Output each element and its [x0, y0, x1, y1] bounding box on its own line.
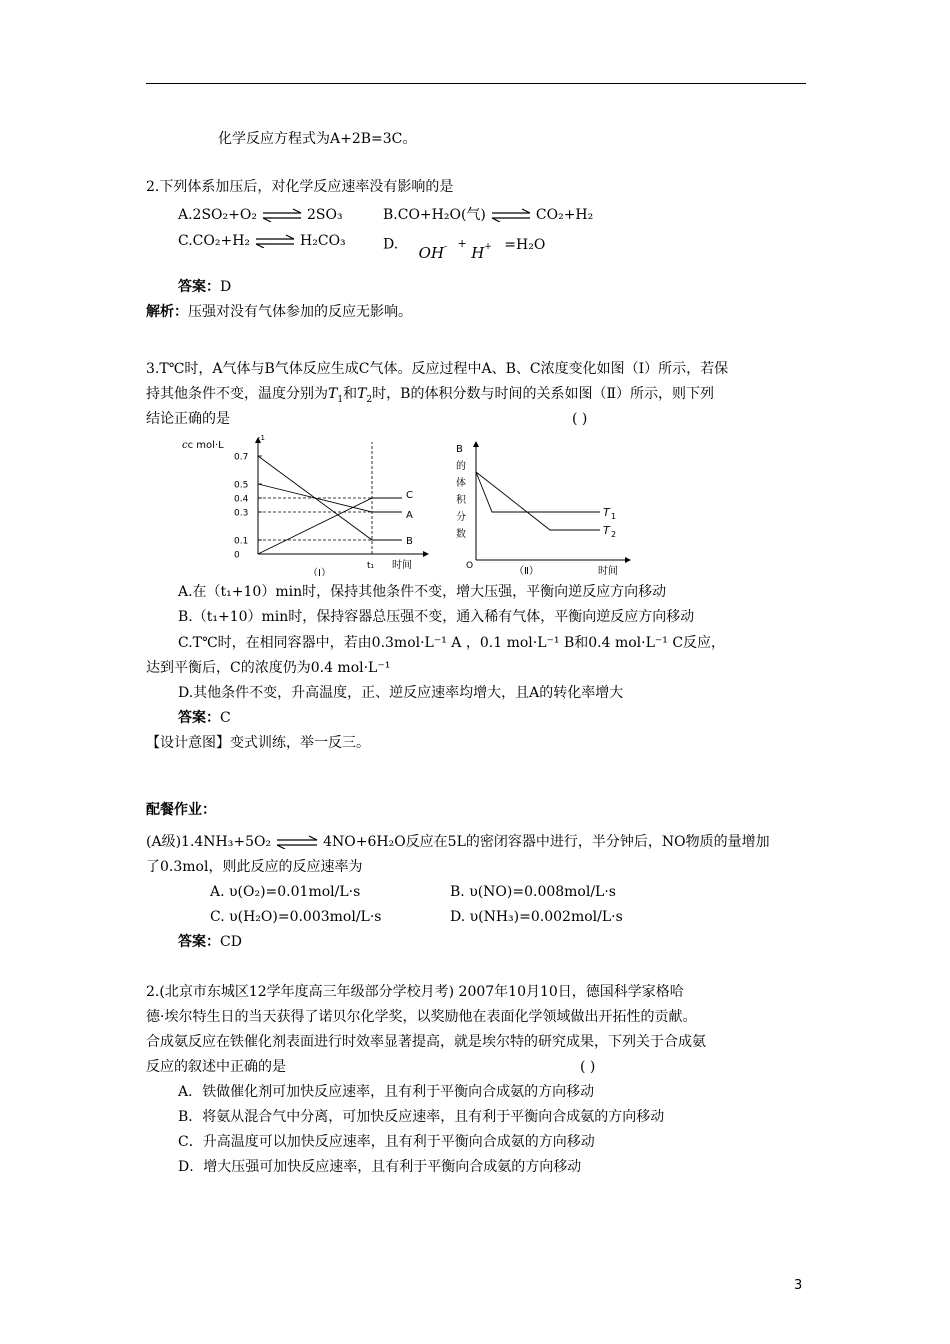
- q3-line2-a: 持其他条件不变，温度分别为: [146, 386, 328, 402]
- q2-answer: [178, 277, 231, 297]
- chart2-label-t1-sub: 1: [611, 512, 617, 521]
- q2-b-left: B.CO+H₂O(气): [383, 207, 486, 223]
- hw-q1-left: (A级)1.4NH₃+5O₂: [146, 834, 272, 850]
- hw-q1-opt-a: A. υ(O₂)=0.01mol/L·s: [210, 884, 361, 900]
- q2-analysis: [146, 302, 412, 322]
- q2-option-c: [178, 231, 346, 251]
- chart-b-volume-fraction: [450, 440, 640, 576]
- chart1-ytick-label: 0.5: [234, 480, 249, 491]
- chart1-ylabel-sup: -1: [258, 434, 265, 442]
- hw-q2-line4: 反应的叙述中正确的是: [146, 1059, 286, 1075]
- analysis-text: 压强对没有气体参加的反应无影响。: [188, 304, 412, 320]
- q3-option-a: A.在（t₁+10）min时，保持其他条件不变，增大压强，平衡向逆反应方向移动: [178, 584, 667, 600]
- chart2-caption: （Ⅱ）: [514, 566, 539, 576]
- hw-q1-opt-d: D. υ(NH₃)=0.002mol/L·s: [450, 909, 623, 925]
- q2-c-left: C.CO₂+H₂: [178, 233, 251, 249]
- q2-d-oh-sup: -: [444, 242, 448, 252]
- chart1-series-label-A: A: [406, 510, 413, 521]
- q3-line2-b: 和: [343, 386, 358, 402]
- answer-label: 答案：: [178, 934, 220, 950]
- chart1-xlabel: 时间: [392, 560, 412, 571]
- chart1-ytick-label: 0.7: [234, 452, 249, 463]
- hw-q2-line3: 合成氨反应在铁催化剂表面进行时效率显著提高，就是埃尔特的研究成果，下列关于合成氨: [146, 1034, 706, 1050]
- q3-line2-c: 时，B的体积分数与时间的关系如图（Ⅱ）所示，则下列: [372, 386, 714, 402]
- q3-t2: T: [357, 386, 367, 402]
- answer-value: D: [220, 279, 232, 295]
- hw-q1-answer: [178, 932, 242, 952]
- q2-d-oh: OH: [418, 243, 445, 262]
- chart2-label-t2-sub: 2: [611, 530, 617, 539]
- q2-question: 2.下列体系加压后，对化学反应速率没有影响的是: [146, 179, 454, 195]
- hw-q2-line2: 德·埃尔特生日的当天获得了诺贝尔化学奖，以奖励他在表面化学领域做出开拓性的贡献。: [146, 1009, 697, 1025]
- q3-t2-sub: 2: [366, 394, 373, 405]
- intro-line: 化学反应方程式为A+2B=3C。: [218, 131, 417, 147]
- q3-paren: ( ): [572, 411, 588, 427]
- chart1-ytick-label: 0.4: [234, 494, 249, 505]
- page-number: 3: [794, 1278, 803, 1293]
- q3-t1-sub: 1: [337, 394, 344, 405]
- hw-q1-line2: 了0.3mol，则此反应的反应速率为: [146, 859, 363, 875]
- q3-option-d: D.其他条件不变，升高温度，正、逆反应速率均增大，且A的转化率增大: [178, 685, 624, 701]
- hw-q2-option-b: B．将氨从混合气中分离，可加快反应速率，且有利于平衡向合成氨的方向移动: [178, 1109, 665, 1125]
- hw-q1-line1: [146, 832, 770, 852]
- equilibrium-arrow-icon: [261, 208, 303, 222]
- hw-q2-option-d: D．增大压强可加快反应速率，且有利于平衡向合成氨的方向移动: [178, 1159, 582, 1175]
- chart1-ytick-label: 0.3: [234, 508, 249, 519]
- hw-q2-option-a: A．铁做催化剂可加快反应速率，且有利于平衡向合成氨的方向移动: [178, 1084, 595, 1100]
- q2-d-label: D.: [383, 236, 399, 253]
- q3-answer: [178, 708, 231, 728]
- chart2-ylabel-char: 体: [456, 478, 466, 489]
- chart1-series-C: [258, 498, 402, 554]
- q3-line3: 结论正确的是: [146, 411, 230, 427]
- q3-option-b: B.（t₁+10）min时，保持容器总压强不变，通入稀有气体，平衡向逆反应方向移动: [178, 609, 695, 625]
- q2-d-plus: +: [457, 236, 467, 250]
- chart2-xlabel: 时间: [598, 566, 618, 576]
- hw-q1-right: 4NO+6H₂O反应在5L的密闭容器中进行，半分钟后，NO物质的量增加: [323, 834, 770, 850]
- chart2-ylabel-char: 数: [456, 529, 466, 540]
- hw-q2-option-c: C．升高温度可以加快反应速率，且有利于平衡向合成氨的方向移动: [178, 1134, 595, 1150]
- chart2-origin: O: [466, 561, 474, 571]
- chart-concentration-vs-time: [170, 428, 430, 576]
- chart1-ytick-label: 0.1: [234, 536, 249, 547]
- chart1-xtick: t₁: [367, 561, 375, 571]
- q3-t1: T: [328, 386, 338, 402]
- chart2-ylabel-char: 积: [456, 495, 466, 506]
- answer-label: 答案：: [178, 710, 220, 726]
- hw-q2-paren: ( ): [580, 1059, 596, 1075]
- chart2-label-t1: T: [603, 506, 610, 519]
- q3-design-intent: 【设计意图】变式训练，举一反三。: [146, 735, 370, 751]
- q3-line1: 3.T℃时，A气体与B气体反应生成C气体。反应过程中A、B、C浓度变化如图（Ⅰ）所示，若保: [146, 361, 729, 377]
- q2-b-right: CO₂+H₂: [535, 207, 594, 223]
- answer-value: C: [220, 710, 231, 726]
- chart1-series-label-B: B: [406, 536, 413, 547]
- q2-a-left: A.2SO₂+O₂: [178, 207, 257, 223]
- chart2-ylabel-char: 分: [456, 512, 466, 523]
- hw-q1-opt-b: B. υ(NO)=0.008mol/L·s: [450, 884, 616, 900]
- answer-value: CD: [220, 934, 242, 950]
- q2-c-right: H₂CO₃: [300, 233, 346, 249]
- chart2-curve-t1: [476, 472, 600, 512]
- q2-option-b: [383, 205, 593, 225]
- equilibrium-arrow-icon: [275, 835, 319, 849]
- equilibrium-arrow-icon: [254, 234, 296, 248]
- q2-option-d: [383, 231, 546, 262]
- q2-d-right: =H₂O: [504, 236, 546, 253]
- chart1-ylabel: cc mol·L: [182, 440, 224, 451]
- homework-title: 配餐作业：: [146, 802, 216, 818]
- analysis-label: 解析：: [146, 304, 188, 320]
- q3-option-c2: 达到平衡后，C的浓度仍为0.4 mol·L⁻¹: [146, 660, 391, 676]
- equilibrium-arrow-icon: [490, 208, 532, 222]
- q2-d-h: H: [471, 243, 485, 262]
- chart2-label-t2: T: [603, 524, 610, 537]
- chart2-ylabel-char: 的: [456, 461, 466, 472]
- chart2-curve-t2: [476, 472, 600, 530]
- q3-line2: [146, 384, 714, 410]
- chart1-caption: （Ⅰ）: [308, 568, 331, 576]
- hw-q1-opt-c: C. υ(H₂O)=0.003mol/L·s: [210, 909, 382, 925]
- q2-d-h-sup: +: [484, 242, 492, 252]
- q2-a-right: 2SO₃: [306, 207, 343, 223]
- header-rule: [146, 83, 806, 84]
- q3-option-c1: C.T℃时，在相同容器中，若由0.3mol·L⁻¹ A ，0.1 mol·L⁻¹ B和0.4 mol·L⁻¹ C反应，: [178, 635, 726, 651]
- answer-label: 答案：: [178, 279, 220, 295]
- chart2-ylabel-char: B: [456, 444, 463, 455]
- hw-q2-line1: 2.(北京市东城区12学年度高三年级部分学校月考) 2007年10月10日，德国科学家格哈: [146, 984, 684, 1000]
- q2-option-a: [178, 205, 343, 225]
- chart1-ytick-label: 0: [234, 550, 240, 561]
- chart1-series-label-C: C: [406, 490, 413, 501]
